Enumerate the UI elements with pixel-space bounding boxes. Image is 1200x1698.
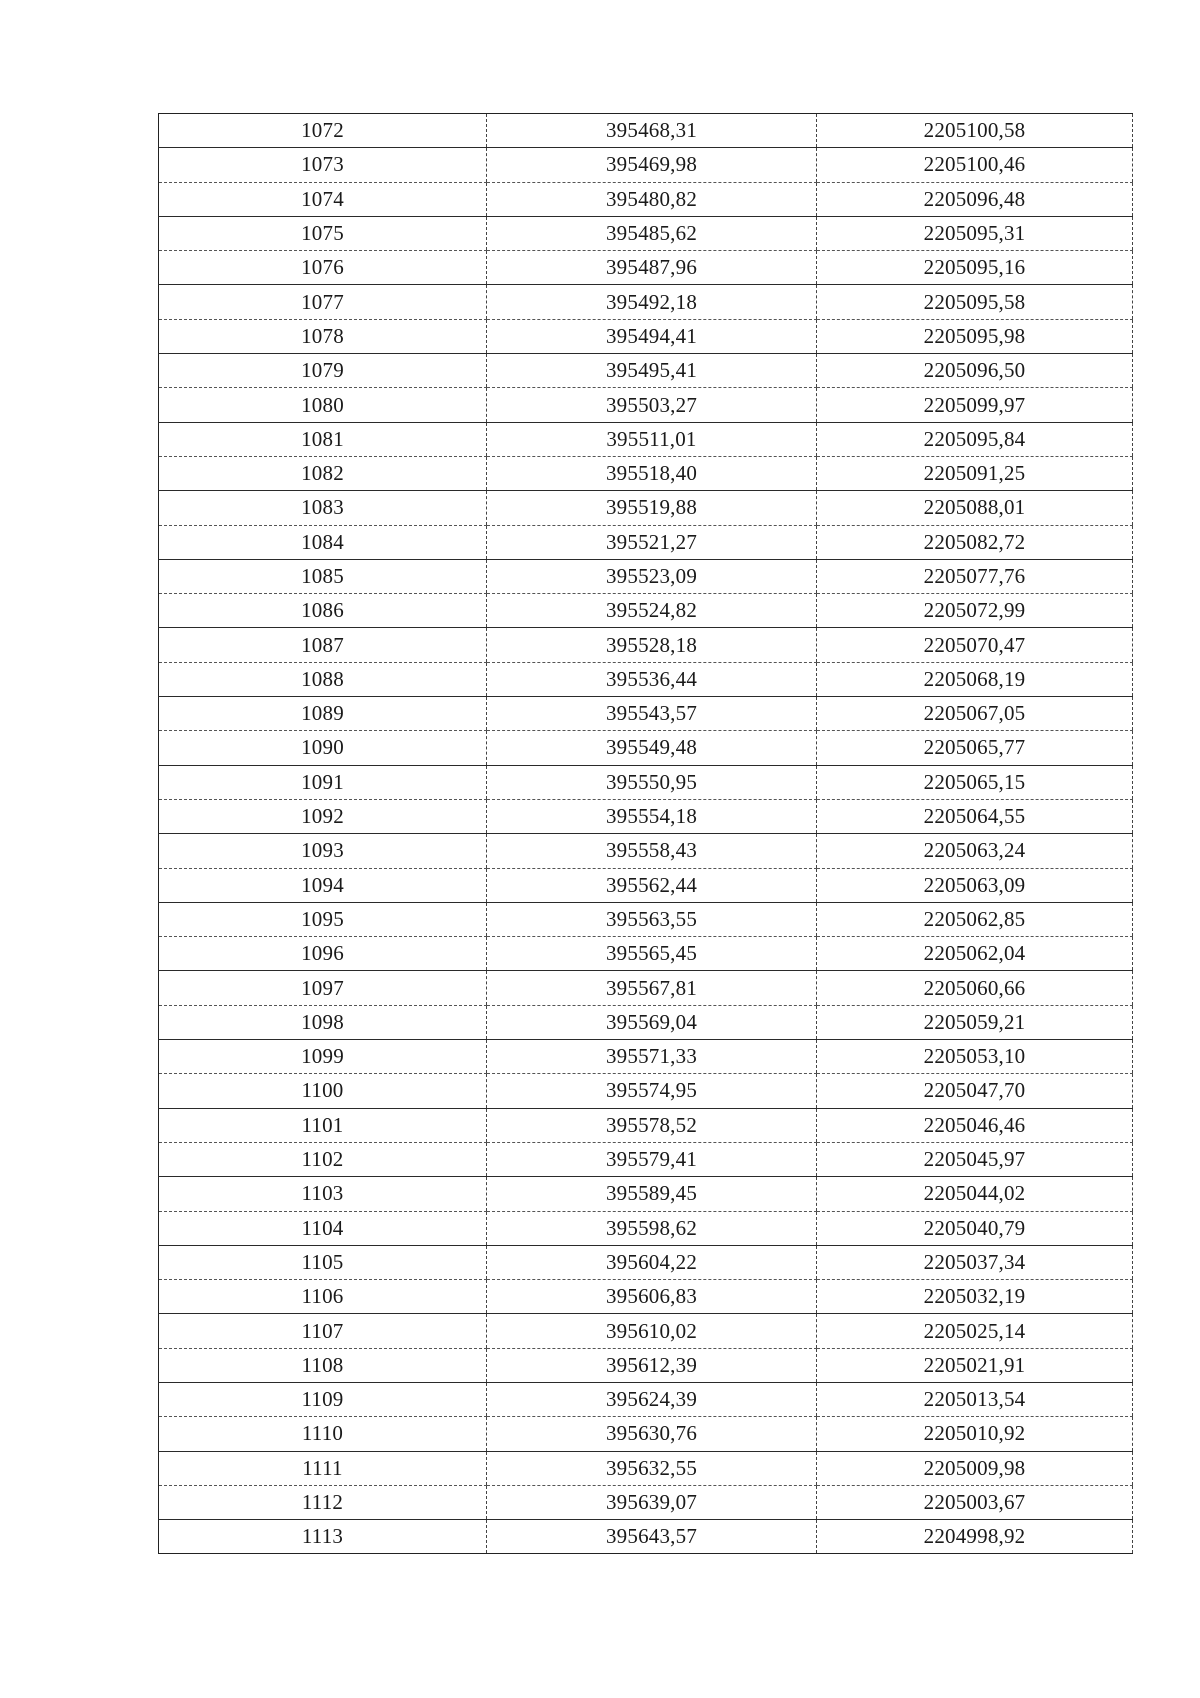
x-coordinate-cell: 395632,55	[487, 1451, 817, 1485]
x-coordinate-cell: 395639,07	[487, 1485, 817, 1519]
table-row	[159, 1211, 1133, 1245]
table-row	[159, 216, 1133, 250]
y-coordinate-cell: 2205062,85	[817, 902, 1133, 936]
y-coordinate-cell: 2205068,19	[817, 662, 1133, 696]
table-row	[159, 971, 1133, 1005]
y-coordinate-cell: 2205063,24	[817, 834, 1133, 868]
x-coordinate-cell: 395612,39	[487, 1348, 817, 1382]
y-coordinate-cell: 2205025,14	[817, 1314, 1133, 1348]
x-coordinate-cell: 395589,45	[487, 1177, 817, 1211]
point-number-cell: 1101	[159, 1108, 487, 1142]
point-number-cell: 1097	[159, 971, 487, 1005]
table-row	[159, 834, 1133, 868]
x-coordinate-cell: 395494,41	[487, 319, 817, 353]
y-coordinate-cell: 2205099,97	[817, 388, 1133, 422]
y-coordinate-cell: 2205096,50	[817, 354, 1133, 388]
point-number-cell: 1078	[159, 319, 487, 353]
x-coordinate-cell: 395549,48	[487, 731, 817, 765]
point-number-cell: 1105	[159, 1245, 487, 1279]
table-row	[159, 285, 1133, 319]
table-row	[159, 1040, 1133, 1074]
y-coordinate-cell: 2205100,58	[817, 114, 1133, 148]
x-coordinate-cell: 395528,18	[487, 628, 817, 662]
table-row	[159, 731, 1133, 765]
y-coordinate-cell: 2205072,99	[817, 594, 1133, 628]
x-coordinate-cell: 395468,31	[487, 114, 817, 148]
x-coordinate-cell: 395523,09	[487, 559, 817, 593]
y-coordinate-cell: 2205021,91	[817, 1348, 1133, 1382]
x-coordinate-cell: 395606,83	[487, 1280, 817, 1314]
y-coordinate-cell: 2205065,77	[817, 731, 1133, 765]
table-row	[159, 1520, 1133, 1554]
x-coordinate-cell: 395579,41	[487, 1142, 817, 1176]
table-row	[159, 628, 1133, 662]
y-coordinate-cell: 2205044,02	[817, 1177, 1133, 1211]
point-number-cell: 1080	[159, 388, 487, 422]
point-number-cell: 1109	[159, 1382, 487, 1416]
table-row	[159, 1348, 1133, 1382]
x-coordinate-cell: 395543,57	[487, 697, 817, 731]
table-row	[159, 422, 1133, 456]
point-number-cell: 1086	[159, 594, 487, 628]
x-coordinate-cell: 395604,22	[487, 1245, 817, 1279]
point-number-cell: 1077	[159, 285, 487, 319]
x-coordinate-cell: 395487,96	[487, 251, 817, 285]
table-row	[159, 1005, 1133, 1039]
table-row	[159, 868, 1133, 902]
x-coordinate-cell: 395485,62	[487, 216, 817, 250]
point-number-cell: 1089	[159, 697, 487, 731]
table-row	[159, 937, 1133, 971]
point-number-cell: 1098	[159, 1005, 487, 1039]
point-number-cell: 1107	[159, 1314, 487, 1348]
y-coordinate-cell: 2205010,92	[817, 1417, 1133, 1451]
x-coordinate-cell: 395563,55	[487, 902, 817, 936]
y-coordinate-cell: 2205095,16	[817, 251, 1133, 285]
point-number-cell: 1112	[159, 1485, 487, 1519]
y-coordinate-cell: 2205003,67	[817, 1485, 1133, 1519]
table-row	[159, 148, 1133, 182]
point-number-cell: 1093	[159, 834, 487, 868]
y-coordinate-cell: 2205088,01	[817, 491, 1133, 525]
y-coordinate-cell: 2205009,98	[817, 1451, 1133, 1485]
y-coordinate-cell: 2205095,84	[817, 422, 1133, 456]
table-row	[159, 799, 1133, 833]
y-coordinate-cell: 2205091,25	[817, 456, 1133, 490]
point-number-cell: 1103	[159, 1177, 487, 1211]
point-number-cell: 1085	[159, 559, 487, 593]
point-number-cell: 1094	[159, 868, 487, 902]
point-number-cell: 1110	[159, 1417, 487, 1451]
table-row	[159, 765, 1133, 799]
point-number-cell: 1088	[159, 662, 487, 696]
x-coordinate-cell: 395643,57	[487, 1520, 817, 1554]
x-coordinate-cell: 395524,82	[487, 594, 817, 628]
x-coordinate-cell: 395574,95	[487, 1074, 817, 1108]
point-number-cell: 1084	[159, 525, 487, 559]
y-coordinate-cell: 2205053,10	[817, 1040, 1133, 1074]
x-coordinate-cell: 395567,81	[487, 971, 817, 1005]
y-coordinate-cell: 2205095,58	[817, 285, 1133, 319]
point-number-cell: 1081	[159, 422, 487, 456]
point-number-cell: 1111	[159, 1451, 487, 1485]
table-row	[159, 456, 1133, 490]
table-row	[159, 114, 1133, 148]
y-coordinate-cell: 2205047,70	[817, 1074, 1133, 1108]
point-number-cell: 1073	[159, 148, 487, 182]
x-coordinate-cell: 395630,76	[487, 1417, 817, 1451]
y-coordinate-cell: 2205046,46	[817, 1108, 1133, 1142]
x-coordinate-cell: 395550,95	[487, 765, 817, 799]
table-row	[159, 1280, 1133, 1314]
table-row	[159, 1108, 1133, 1142]
point-number-cell: 1096	[159, 937, 487, 971]
x-coordinate-cell: 395624,39	[487, 1382, 817, 1416]
table-row	[159, 319, 1133, 353]
table-row	[159, 525, 1133, 559]
table-row	[159, 559, 1133, 593]
y-coordinate-cell: 2205077,76	[817, 559, 1133, 593]
y-coordinate-cell: 2205095,31	[817, 216, 1133, 250]
x-coordinate-cell: 395518,40	[487, 456, 817, 490]
table-row	[159, 1314, 1133, 1348]
table-row	[159, 1177, 1133, 1211]
point-number-cell: 1082	[159, 456, 487, 490]
table-row	[159, 1485, 1133, 1519]
table-row	[159, 1382, 1133, 1416]
x-coordinate-cell: 395480,82	[487, 182, 817, 216]
y-coordinate-cell: 2204998,92	[817, 1520, 1133, 1554]
y-coordinate-cell: 2205096,48	[817, 182, 1133, 216]
y-coordinate-cell: 2205095,98	[817, 319, 1133, 353]
point-number-cell: 1092	[159, 799, 487, 833]
coordinates-table-body	[159, 114, 1133, 1554]
point-number-cell: 1079	[159, 354, 487, 388]
y-coordinate-cell: 2205062,04	[817, 937, 1133, 971]
x-coordinate-cell: 395565,45	[487, 937, 817, 971]
y-coordinate-cell: 2205067,05	[817, 697, 1133, 731]
table-row	[159, 902, 1133, 936]
x-coordinate-cell: 395571,33	[487, 1040, 817, 1074]
x-coordinate-cell: 395519,88	[487, 491, 817, 525]
x-coordinate-cell: 395503,27	[487, 388, 817, 422]
point-number-cell: 1095	[159, 902, 487, 936]
table-row	[159, 1074, 1133, 1108]
x-coordinate-cell: 395569,04	[487, 1005, 817, 1039]
y-coordinate-cell: 2205064,55	[817, 799, 1133, 833]
y-coordinate-cell: 2205059,21	[817, 1005, 1133, 1039]
coordinates-table	[158, 113, 1133, 1554]
y-coordinate-cell: 2205045,97	[817, 1142, 1133, 1176]
table-row	[159, 354, 1133, 388]
point-number-cell: 1102	[159, 1142, 487, 1176]
table-row	[159, 182, 1133, 216]
y-coordinate-cell: 2205063,09	[817, 868, 1133, 902]
y-coordinate-cell: 2205082,72	[817, 525, 1133, 559]
point-number-cell: 1113	[301, 1524, 344, 1549]
table-row	[159, 1142, 1133, 1176]
x-coordinate-cell: 395495,41	[487, 354, 817, 388]
x-coordinate-cell: 395578,52	[487, 1108, 817, 1142]
table-row	[159, 594, 1133, 628]
point-number-cell: 1076	[159, 251, 487, 285]
table-row	[159, 662, 1133, 696]
y-coordinate-cell: 2205100,46	[817, 148, 1133, 182]
x-coordinate-cell: 395562,44	[487, 868, 817, 902]
y-coordinate-cell: 2205060,66	[817, 971, 1133, 1005]
point-number-cell: 1083	[159, 491, 487, 525]
x-coordinate-cell: 395469,98	[487, 148, 817, 182]
point-number-cell: 1075	[159, 216, 487, 250]
x-coordinate-cell: 395610,02	[487, 1314, 817, 1348]
point-number-cell: 1099	[159, 1040, 487, 1074]
table-row	[159, 1417, 1133, 1451]
table-row	[159, 1245, 1133, 1279]
y-coordinate-cell: 2205037,34	[817, 1245, 1133, 1279]
table-row	[159, 388, 1133, 422]
point-number-cell: 1090	[159, 731, 487, 765]
table-row	[159, 1451, 1133, 1485]
x-coordinate-cell: 395558,43	[487, 834, 817, 868]
point-number-cell: 1106	[159, 1280, 487, 1314]
point-number-cell: 1108	[159, 1348, 487, 1382]
y-coordinate-cell: 2205032,19	[817, 1280, 1133, 1314]
point-number-cell: 1100	[159, 1074, 487, 1108]
x-coordinate-cell: 395536,44	[487, 662, 817, 696]
table-row	[159, 251, 1133, 285]
x-coordinate-cell: 395554,18	[487, 799, 817, 833]
point-number-cell: 1074	[159, 182, 487, 216]
y-coordinate-cell: 2205013,54	[817, 1382, 1133, 1416]
table-row	[159, 697, 1133, 731]
point-number-cell: 1072	[159, 114, 487, 148]
y-coordinate-cell: 2205070,47	[817, 628, 1133, 662]
point-number-cell: 1091	[159, 765, 487, 799]
x-coordinate-cell: 395492,18	[487, 285, 817, 319]
x-coordinate-cell: 395598,62	[487, 1211, 817, 1245]
y-coordinate-cell: 2205040,79	[817, 1211, 1133, 1245]
point-number-cell: 1104	[159, 1211, 487, 1245]
x-coordinate-cell: 395511,01	[487, 422, 817, 456]
x-coordinate-cell: 395521,27	[487, 525, 817, 559]
point-number-cell: 1087	[159, 628, 487, 662]
y-coordinate-cell: 2205065,15	[817, 765, 1133, 799]
table-row	[159, 491, 1133, 525]
